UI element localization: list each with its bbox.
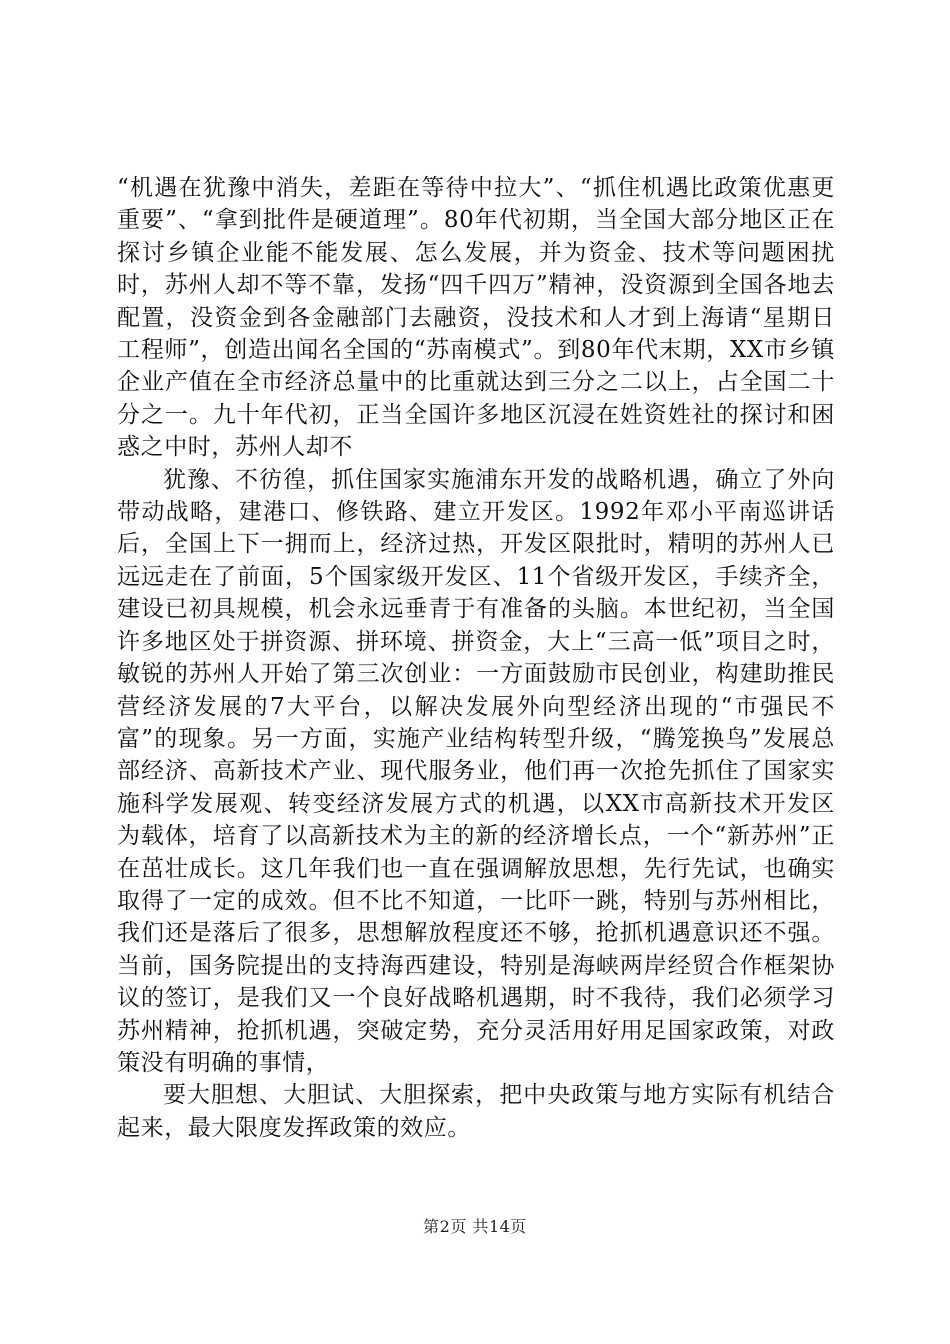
document-body — [117, 172, 835, 1144]
page-number-footer: 第2页 共14页 — [423, 1217, 527, 1236]
paragraph-2: 犹豫、不彷徨，抓住国家实施浦东开发的战略机遇，确立了外向带动战略，建港口、修铁路、建立开发区。1992年邓小平南巡讲话后，全国上下一拥而上，经济过热，开发区限批时，精明的苏州人已远远走在了前面，5个国家级开发区、11个省级开发区，手续齐全，建设已初具规模，机会永远垂青于有准备的头脑。本世纪初，当全国许多地区处于拼资源、拼环境、拼资金，大上“三高一低”项目之时，敏锐的苏州人开始了第三次创业：一方面鼓励市民创业，构建助推民营经济发展的7大平台，以解决发展外向型经济出现的“市强民不富”的现象。另一方面，实施产业结构转型升级，“腾笼换鸟”发展总部经济、高新技术产业、现代服务业，他们再一次抢先抓住了国家实施科学发展观、转变经济发展方式的机遇，以XX市高新技术开发区为载体，培育了以高新技术为主的新的经济增长点，一个“新苏州”正在茁壮成长。这几年我们也一直在强调解放思想，先行先试，也确实取得了一定的成效。但不比不知道，一比吓一跳，特别与苏州相比，我们还是落后了很多，思想解放程度还不够，抢抓机遇意识还不强。当前，国务院提出的支持海西建设，特别是海峡两岸经贸合作框架协议的签订，是我们又一个良好战略机遇期，时不我待，我们必须学习苏州精神，抢抓机遇，突破定势，充分灵活用好用足国家政策，对政策没有明确的事情， — [117, 466, 835, 1076]
paragraph-3: 要大胆想、大胆试、大胆探索，把中央政策与地方实际有机结合起来，最大限度发挥政策的效应。 — [117, 1082, 835, 1141]
paragraph-1: “机遇在犹豫中消失，差距在等待中拉大”、“抓住机遇比政策优惠更重要”、“拿到批件是硬道理”。80年代初期，当全国大部分地区正在探讨乡镇企业能不能发展、怎么发展，并为资金、技术等问题困扰时，苏州人却不等不靠，发扬“四千四万”精神，没资源到全国各地去配置，没资金到各金融部门去融资，没技术和人才到上海请“星期日工程师”，创造出闻名全国的“苏南模式”。到80年代末期，XX市乡镇企业产值在全市经济总量中的比重就达到三分之二以上，占全国二十分之一。九十年代初，正当全国许多地区沉浸在姓资姓社的探讨和困惑之中时，苏州人却不 — [117, 175, 835, 461]
